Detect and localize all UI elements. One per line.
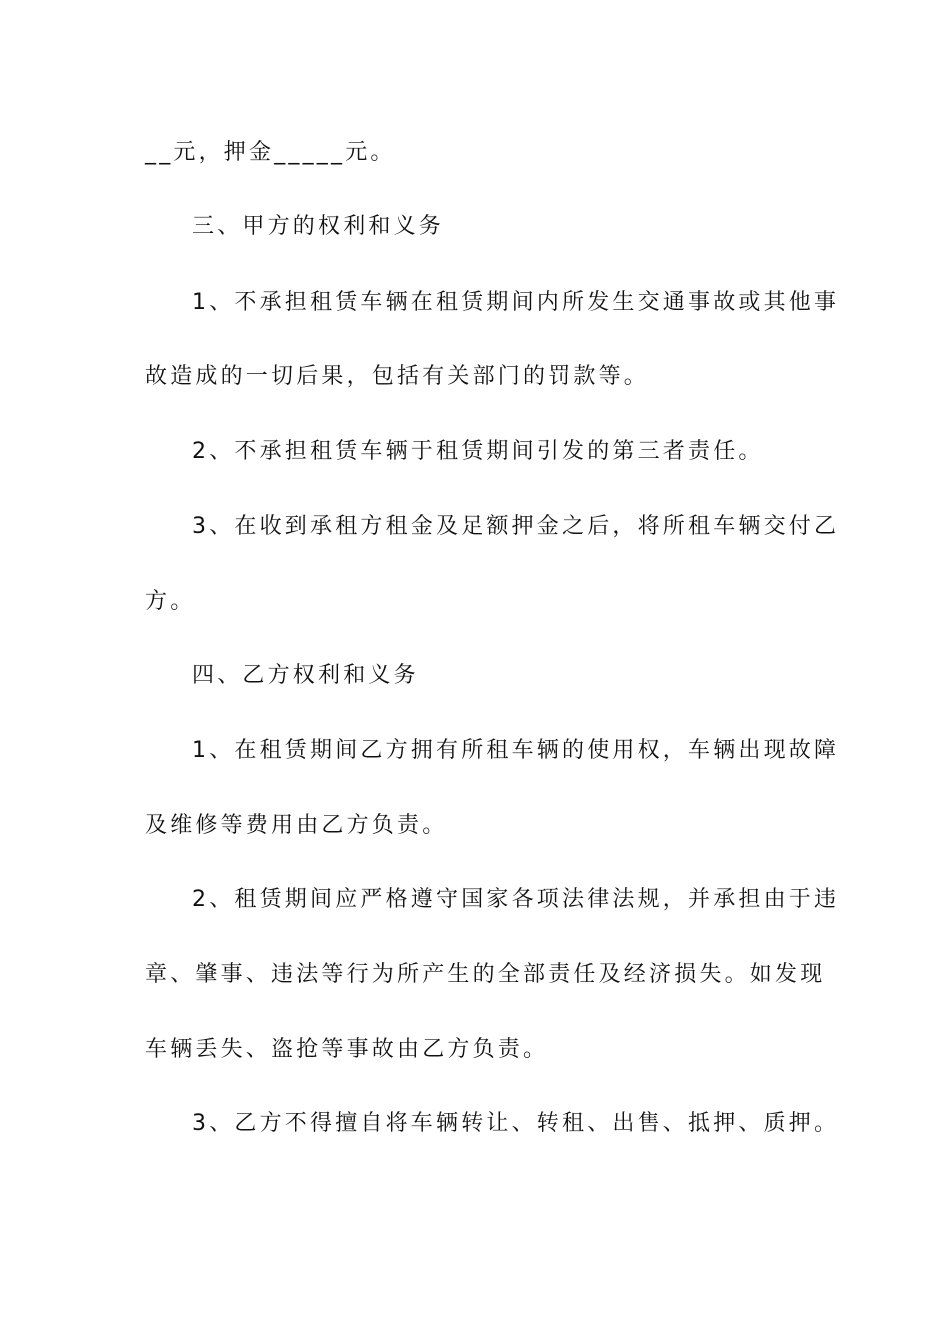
text-line: 方。 — [145, 589, 196, 614]
text-line: 及维修等费用由乙方负责。 — [145, 813, 448, 838]
text-line: 2、不承担租赁车辆于租赁期间引发的第三者责任。 — [192, 439, 764, 464]
text-line: 1、不承担租赁车辆在租赁期间内所发生交通事故或其他事 — [192, 290, 840, 315]
text-line: 2、租赁期间应严格遵守国家各项法律法规，并承担由于违 — [192, 887, 840, 912]
text-line: 1、在租赁期间乙方拥有所租车辆的使用权，车辆出现故障 — [192, 738, 840, 763]
text-line: 车辆丢失、盗抢等事故由乙方负责。 — [145, 1037, 549, 1062]
text-line: 3、乙方不得擅自将车辆转让、转租、出售、抵押、质押。 — [192, 1111, 840, 1136]
section-heading-party-a: 三、甲方的权利和义务 — [192, 214, 445, 239]
text-line-deposit: __元，押金_____元。 — [145, 140, 396, 165]
section-heading-party-b: 四、乙方权利和义务 — [192, 663, 419, 688]
text-line: 故造成的一切后果，包括有关部门的罚款等。 — [145, 364, 650, 389]
text-line: 3、在收到承租方租金及足额押金之后，将所租车辆交付乙 — [192, 514, 840, 539]
text-line: 章、肇事、违法等行为所产生的全部责任及经济损失。如发现 — [145, 962, 826, 987]
